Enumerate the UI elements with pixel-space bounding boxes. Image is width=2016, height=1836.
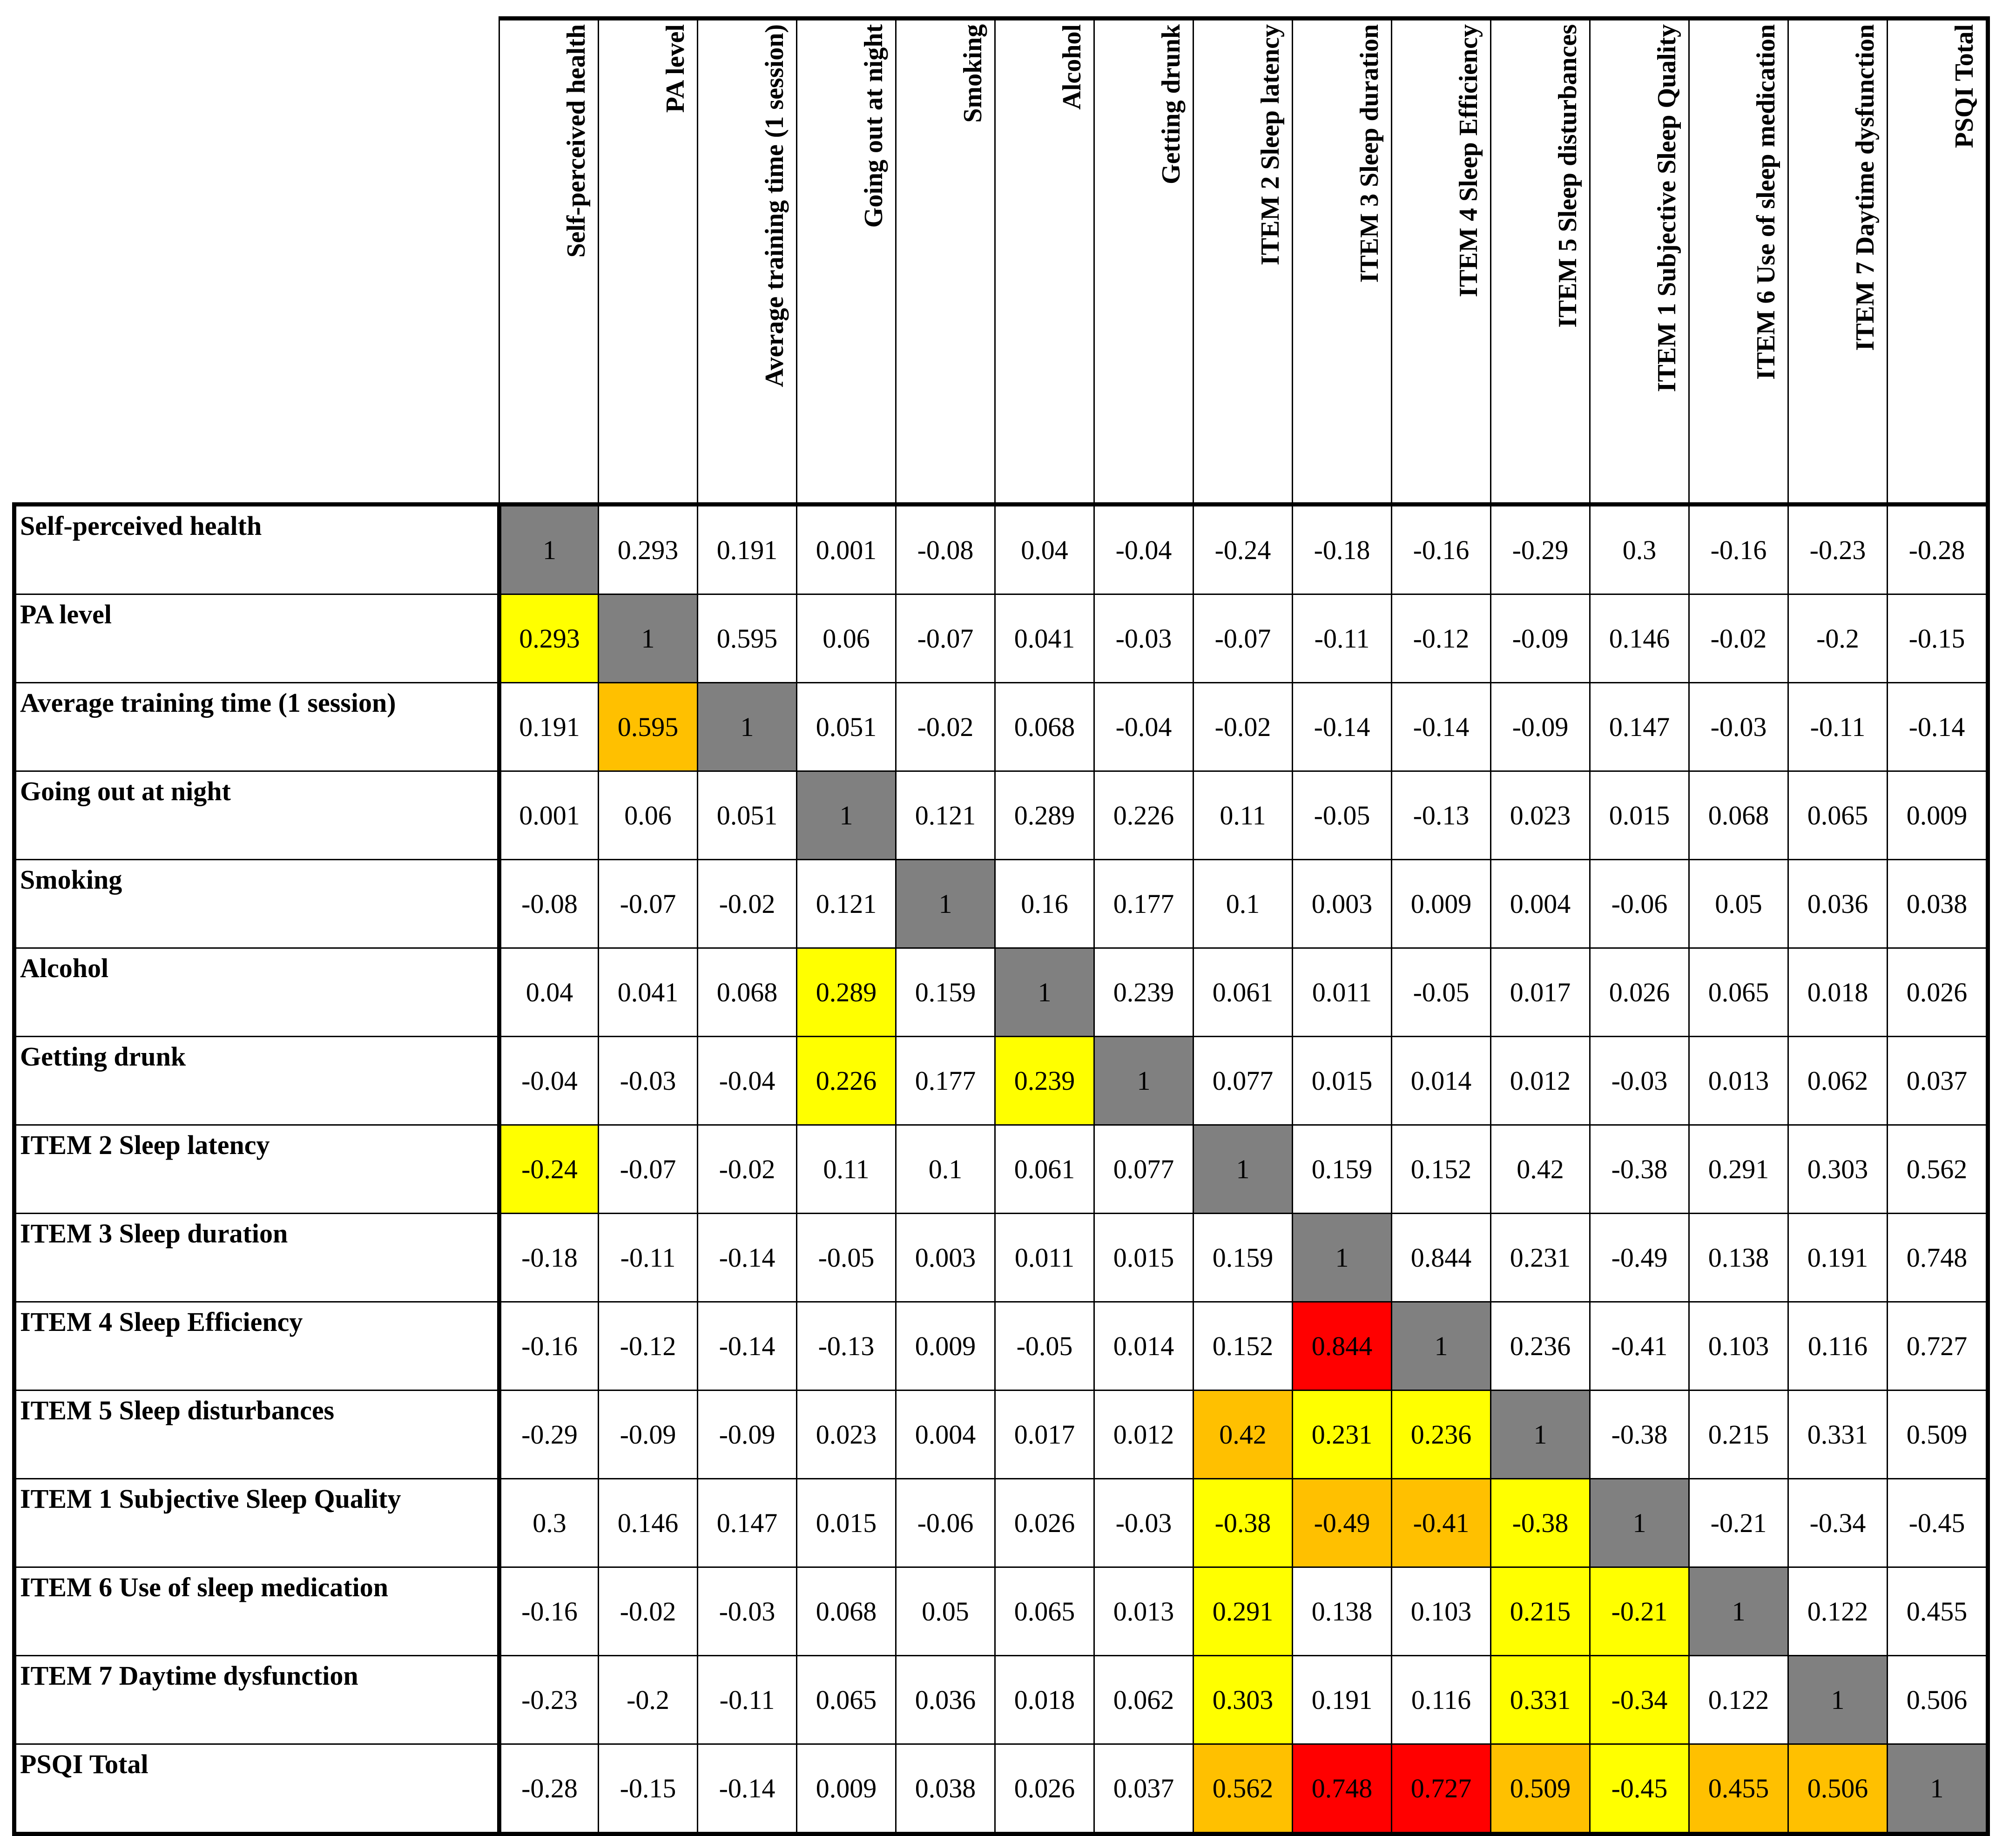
correlation-cell: -0.29 bbox=[1491, 505, 1590, 594]
table-row bbox=[14, 771, 1988, 860]
column-header-label: PSQI Total bbox=[1950, 24, 1979, 148]
correlation-cell: 0.036 bbox=[896, 1656, 995, 1744]
correlation-cell: 0.061 bbox=[1193, 948, 1293, 1037]
column-header-row bbox=[14, 19, 1988, 505]
correlation-cell: 0.009 bbox=[1888, 771, 1988, 860]
column-header-label: PA level bbox=[661, 24, 690, 113]
column-header-label: ITEM 4 Sleep Efficiency bbox=[1454, 24, 1483, 297]
correlation-cell: 0.06 bbox=[599, 771, 698, 860]
column-header-item-3-sleep-duration bbox=[1293, 19, 1392, 505]
correlation-cell: 0.103 bbox=[1689, 1302, 1788, 1390]
correlation-cell: -0.34 bbox=[1590, 1656, 1689, 1744]
correlation-cell: 0.004 bbox=[896, 1390, 995, 1479]
correlation-cell: 0.017 bbox=[1491, 948, 1590, 1037]
correlation-cell: -0.38 bbox=[1193, 1479, 1293, 1567]
correlation-cell: 0.026 bbox=[1888, 948, 1988, 1037]
correlation-cell: 0.037 bbox=[1888, 1037, 1988, 1125]
column-header-label: Alcohol bbox=[1058, 24, 1086, 110]
correlation-cell: 0.291 bbox=[1193, 1567, 1293, 1656]
table-body bbox=[14, 505, 1988, 1834]
correlation-cell: 0.152 bbox=[1392, 1125, 1491, 1214]
correlation-cell: -0.2 bbox=[1788, 594, 1888, 683]
correlation-cell: 0.05 bbox=[1689, 860, 1788, 948]
correlation-cell: -0.09 bbox=[698, 1390, 797, 1479]
correlation-cell: 0.038 bbox=[1888, 860, 1988, 948]
correlation-cell: 0.215 bbox=[1689, 1390, 1788, 1479]
correlation-cell: 0.595 bbox=[698, 594, 797, 683]
correlation-cell: 0.009 bbox=[896, 1302, 995, 1390]
correlation-cell: 0.014 bbox=[1392, 1037, 1491, 1125]
correlation-cell: -0.28 bbox=[1888, 505, 1988, 594]
column-header-label: Going out at night bbox=[859, 24, 888, 228]
correlation-cell: -0.12 bbox=[599, 1302, 698, 1390]
row-header-item-2-sleep-latency: ITEM 2 Sleep latency bbox=[14, 1125, 499, 1214]
correlation-cell: 0.239 bbox=[995, 1037, 1094, 1125]
correlation-cell: 0.331 bbox=[1788, 1390, 1888, 1479]
correlation-cell: 0.289 bbox=[995, 771, 1094, 860]
correlation-cell: 0.011 bbox=[1293, 948, 1392, 1037]
row-header-item-5-sleep-disturbances: ITEM 5 Sleep disturbances bbox=[14, 1390, 499, 1479]
correlation-cell: -0.02 bbox=[896, 683, 995, 771]
correlation-cell: 0.138 bbox=[1689, 1214, 1788, 1302]
correlation-cell: -0.45 bbox=[1888, 1479, 1988, 1567]
table-row bbox=[14, 1214, 1988, 1302]
diagonal-cell: 1 bbox=[1293, 1214, 1392, 1302]
correlation-cell: 0.291 bbox=[1689, 1125, 1788, 1214]
correlation-cell: 0.011 bbox=[995, 1214, 1094, 1302]
correlation-cell: 0.159 bbox=[1193, 1214, 1293, 1302]
correlation-cell: -0.02 bbox=[698, 860, 797, 948]
correlation-cell: 0.012 bbox=[1491, 1037, 1590, 1125]
correlation-cell: 0.191 bbox=[1788, 1214, 1888, 1302]
correlation-cell: 0.455 bbox=[1689, 1744, 1788, 1834]
correlation-cell: 0.077 bbox=[1193, 1037, 1293, 1125]
correlation-cell: -0.11 bbox=[1293, 594, 1392, 683]
correlation-cell: 0.015 bbox=[1590, 771, 1689, 860]
correlation-cell: 0.013 bbox=[1689, 1037, 1788, 1125]
correlation-cell: 0.177 bbox=[896, 1037, 995, 1125]
correlation-cell: -0.02 bbox=[599, 1567, 698, 1656]
correlation-cell: 0.236 bbox=[1491, 1302, 1590, 1390]
column-header-item-4-sleep-efficiency bbox=[1392, 19, 1491, 505]
correlation-cell: 0.226 bbox=[1094, 771, 1193, 860]
correlation-cell: 0.844 bbox=[1293, 1302, 1392, 1390]
correlation-cell: 0.147 bbox=[1590, 683, 1689, 771]
correlation-cell: -0.24 bbox=[1193, 505, 1293, 594]
correlation-cell: 0.16 bbox=[995, 860, 1094, 948]
correlation-cell: -0.02 bbox=[698, 1125, 797, 1214]
table-row bbox=[14, 1037, 1988, 1125]
correlation-cell: -0.03 bbox=[1094, 594, 1193, 683]
diagonal-cell: 1 bbox=[1590, 1479, 1689, 1567]
correlation-cell: 0.509 bbox=[1491, 1744, 1590, 1834]
correlation-cell: 0.122 bbox=[1689, 1656, 1788, 1744]
diagonal-cell: 1 bbox=[1193, 1125, 1293, 1214]
correlation-cell: 0.121 bbox=[797, 860, 896, 948]
correlation-cell: 0.003 bbox=[896, 1214, 995, 1302]
column-header-item-5-sleep-disturbances bbox=[1491, 19, 1590, 505]
correlation-cell: 0.231 bbox=[1491, 1214, 1590, 1302]
correlation-cell: 0.014 bbox=[1094, 1302, 1193, 1390]
correlation-cell: -0.21 bbox=[1590, 1567, 1689, 1656]
diagonal-cell: 1 bbox=[797, 771, 896, 860]
correlation-cell: 0.013 bbox=[1094, 1567, 1193, 1656]
correlation-cell: 0.11 bbox=[1193, 771, 1293, 860]
correlation-cell: 0.04 bbox=[995, 505, 1094, 594]
correlation-cell: 0.038 bbox=[896, 1744, 995, 1834]
correlation-cell: 0.289 bbox=[797, 948, 896, 1037]
diagonal-cell: 1 bbox=[698, 683, 797, 771]
column-header-item-2-sleep-latency bbox=[1193, 19, 1293, 505]
correlation-cell: 0.116 bbox=[1392, 1656, 1491, 1744]
correlation-cell: 0.018 bbox=[1788, 948, 1888, 1037]
correlation-cell: 0.065 bbox=[995, 1567, 1094, 1656]
column-header-psqi-total bbox=[1888, 19, 1988, 505]
correlation-cell: 0.236 bbox=[1392, 1390, 1491, 1479]
correlation-cell: 0.05 bbox=[896, 1567, 995, 1656]
correlation-cell: -0.16 bbox=[499, 1302, 599, 1390]
correlation-cell: -0.23 bbox=[1788, 505, 1888, 594]
row-header-alcohol: Alcohol bbox=[14, 948, 499, 1037]
table-row bbox=[14, 1479, 1988, 1567]
correlation-cell: 0.009 bbox=[1392, 860, 1491, 948]
correlation-cell: 0.103 bbox=[1392, 1567, 1491, 1656]
correlation-cell: 0.1 bbox=[896, 1125, 995, 1214]
table-row bbox=[14, 505, 1988, 594]
correlation-cell: -0.13 bbox=[797, 1302, 896, 1390]
correlation-cell: -0.29 bbox=[499, 1390, 599, 1479]
column-header-label: ITEM 7 Daytime dysfunction bbox=[1851, 24, 1880, 351]
row-header-item-6-use-of-sleep-medication: ITEM 6 Use of sleep medication bbox=[14, 1567, 499, 1656]
column-header-item-1-subjective-sleep-quality bbox=[1590, 19, 1689, 505]
correlation-cell: -0.04 bbox=[499, 1037, 599, 1125]
correlation-cell: 0.506 bbox=[1888, 1656, 1988, 1744]
correlation-cell: -0.03 bbox=[1689, 683, 1788, 771]
correlation-cell: 0.068 bbox=[995, 683, 1094, 771]
diagonal-cell: 1 bbox=[1689, 1567, 1788, 1656]
diagonal-cell: 1 bbox=[995, 948, 1094, 1037]
correlation-cell: 0.077 bbox=[1094, 1125, 1193, 1214]
correlation-cell: 0.159 bbox=[1293, 1125, 1392, 1214]
correlation-cell: 0.026 bbox=[1590, 948, 1689, 1037]
diagonal-cell: 1 bbox=[896, 860, 995, 948]
column-header-item-6-use-of-sleep-medication bbox=[1689, 19, 1788, 505]
correlation-cell: -0.14 bbox=[1293, 683, 1392, 771]
row-header-self-perceived-health: Self-perceived health bbox=[14, 505, 499, 594]
correlation-cell: 0.844 bbox=[1392, 1214, 1491, 1302]
correlation-cell: 0.506 bbox=[1788, 1744, 1888, 1834]
column-header-label: ITEM 6 Use of sleep medication bbox=[1752, 24, 1780, 380]
correlation-cell: 0.159 bbox=[896, 948, 995, 1037]
correlation-cell: 0.562 bbox=[1193, 1744, 1293, 1834]
correlation-cell: -0.23 bbox=[499, 1656, 599, 1744]
correlation-cell: 0.1 bbox=[1193, 860, 1293, 948]
correlation-cell: 0.06 bbox=[797, 594, 896, 683]
row-header-psqi-total: PSQI Total bbox=[14, 1744, 499, 1834]
correlation-cell: 0.004 bbox=[1491, 860, 1590, 948]
table-row bbox=[14, 683, 1988, 771]
correlation-cell: -0.06 bbox=[896, 1479, 995, 1567]
correlation-cell: -0.04 bbox=[698, 1037, 797, 1125]
correlation-cell: 0.037 bbox=[1094, 1744, 1193, 1834]
column-header-label: ITEM 2 Sleep latency bbox=[1256, 24, 1285, 265]
correlation-cell: 0.455 bbox=[1888, 1567, 1988, 1656]
correlation-cell: -0.07 bbox=[896, 594, 995, 683]
correlation-cell: -0.05 bbox=[797, 1214, 896, 1302]
row-header-item-3-sleep-duration: ITEM 3 Sleep duration bbox=[14, 1214, 499, 1302]
correlation-cell: 0.293 bbox=[499, 594, 599, 683]
correlation-cell: -0.12 bbox=[1392, 594, 1491, 683]
correlation-cell: -0.15 bbox=[1888, 594, 1988, 683]
table-row bbox=[14, 1567, 1988, 1656]
correlation-cell: 0.3 bbox=[499, 1479, 599, 1567]
correlation-cell: -0.49 bbox=[1293, 1479, 1392, 1567]
column-header-label: ITEM 3 Sleep duration bbox=[1355, 24, 1384, 283]
correlation-cell: -0.07 bbox=[1193, 594, 1293, 683]
correlation-cell: -0.05 bbox=[1392, 948, 1491, 1037]
correlation-cell: 0.026 bbox=[995, 1744, 1094, 1834]
correlation-cell: -0.14 bbox=[1888, 683, 1988, 771]
table-row bbox=[14, 860, 1988, 948]
correlation-cell: 0.146 bbox=[599, 1479, 698, 1567]
diagonal-cell: 1 bbox=[599, 594, 698, 683]
table-row bbox=[14, 594, 1988, 683]
correlation-cell: -0.05 bbox=[995, 1302, 1094, 1390]
diagonal-cell: 1 bbox=[1888, 1744, 1988, 1834]
correlation-cell: 0.061 bbox=[995, 1125, 1094, 1214]
correlation-cell: 0.068 bbox=[1689, 771, 1788, 860]
correlation-cell: -0.09 bbox=[1491, 683, 1590, 771]
correlation-cell: -0.16 bbox=[499, 1567, 599, 1656]
correlation-cell: -0.18 bbox=[499, 1214, 599, 1302]
correlation-cell: 0.116 bbox=[1788, 1302, 1888, 1390]
correlation-cell: 0.068 bbox=[698, 948, 797, 1037]
correlation-cell: 0.331 bbox=[1491, 1656, 1590, 1744]
table-row bbox=[14, 1302, 1988, 1390]
correlation-cell: 0.122 bbox=[1788, 1567, 1888, 1656]
correlation-cell: 0.121 bbox=[896, 771, 995, 860]
correlation-cell: -0.15 bbox=[599, 1744, 698, 1834]
correlation-cell: 0.015 bbox=[1094, 1214, 1193, 1302]
correlation-cell: -0.04 bbox=[1094, 505, 1193, 594]
correlation-cell: 0.239 bbox=[1094, 948, 1193, 1037]
correlation-cell: -0.13 bbox=[1392, 771, 1491, 860]
correlation-cell: -0.18 bbox=[1293, 505, 1392, 594]
correlation-cell: -0.06 bbox=[1590, 860, 1689, 948]
correlation-cell: -0.38 bbox=[1590, 1125, 1689, 1214]
correlation-cell: -0.49 bbox=[1590, 1214, 1689, 1302]
correlation-cell: 0.001 bbox=[499, 771, 599, 860]
correlation-cell: 0.068 bbox=[797, 1567, 896, 1656]
row-header-going-out-at-night: Going out at night bbox=[14, 771, 499, 860]
correlation-cell: -0.09 bbox=[599, 1390, 698, 1479]
correlation-cell: -0.16 bbox=[1689, 505, 1788, 594]
correlation-cell: -0.11 bbox=[698, 1656, 797, 1744]
correlation-cell: 0.018 bbox=[995, 1656, 1094, 1744]
correlation-cell: 0.062 bbox=[1788, 1037, 1888, 1125]
row-header-item-1-subjective-sleep-quality: ITEM 1 Subjective Sleep Quality bbox=[14, 1479, 499, 1567]
table-row bbox=[14, 1744, 1988, 1834]
correlation-cell: 0.727 bbox=[1392, 1744, 1491, 1834]
diagonal-cell: 1 bbox=[499, 505, 599, 594]
column-header-label: Smoking bbox=[958, 24, 987, 123]
column-header-average-training-time-1-session bbox=[698, 19, 797, 505]
correlation-cell: 0.017 bbox=[995, 1390, 1094, 1479]
correlation-cell: 0.065 bbox=[797, 1656, 896, 1744]
correlation-cell: -0.45 bbox=[1590, 1744, 1689, 1834]
correlation-cell: 0.191 bbox=[698, 505, 797, 594]
correlation-cell: 0.051 bbox=[797, 683, 896, 771]
table-row bbox=[14, 948, 1988, 1037]
table-row bbox=[14, 1390, 1988, 1479]
correlation-cell: -0.07 bbox=[599, 860, 698, 948]
row-header-getting-drunk: Getting drunk bbox=[14, 1037, 499, 1125]
column-header-going-out-at-night bbox=[797, 19, 896, 505]
correlation-cell: 0.001 bbox=[797, 505, 896, 594]
correlation-cell: 0.012 bbox=[1094, 1390, 1193, 1479]
correlation-cell: 0.041 bbox=[995, 594, 1094, 683]
correlation-cell: -0.41 bbox=[1392, 1479, 1491, 1567]
correlation-cell: 0.009 bbox=[797, 1744, 896, 1834]
correlation-cell: 0.147 bbox=[698, 1479, 797, 1567]
column-header-label: ITEM 5 Sleep disturbances bbox=[1553, 24, 1582, 328]
correlation-cell: -0.03 bbox=[1590, 1037, 1689, 1125]
correlation-cell: -0.24 bbox=[499, 1125, 599, 1214]
correlation-cell: -0.2 bbox=[599, 1656, 698, 1744]
correlation-cell: 0.051 bbox=[698, 771, 797, 860]
correlation-cell: 0.595 bbox=[599, 683, 698, 771]
correlation-cell: 0.303 bbox=[1193, 1656, 1293, 1744]
correlation-cell: 0.748 bbox=[1888, 1214, 1988, 1302]
correlation-cell: 0.036 bbox=[1788, 860, 1888, 948]
correlation-cell: -0.11 bbox=[599, 1214, 698, 1302]
correlation-cell: 0.231 bbox=[1293, 1390, 1392, 1479]
correlation-cell: 0.191 bbox=[499, 683, 599, 771]
correlation-cell: -0.02 bbox=[1193, 683, 1293, 771]
column-header-label: Self-perceived health bbox=[562, 24, 591, 258]
column-header-label: Average training time (1 session) bbox=[760, 24, 789, 387]
correlation-cell: 0.003 bbox=[1293, 860, 1392, 948]
correlation-cell: -0.34 bbox=[1788, 1479, 1888, 1567]
correlation-cell: 0.04 bbox=[499, 948, 599, 1037]
correlation-cell: -0.41 bbox=[1590, 1302, 1689, 1390]
column-header-alcohol bbox=[995, 19, 1094, 505]
correlation-cell: 0.748 bbox=[1293, 1744, 1392, 1834]
column-header-getting-drunk bbox=[1094, 19, 1193, 505]
correlation-cell: -0.38 bbox=[1590, 1390, 1689, 1479]
row-header-average-training-time-1-session: Average training time (1 session) bbox=[14, 683, 499, 771]
correlation-cell: 0.065 bbox=[1788, 771, 1888, 860]
correlation-cell: 0.015 bbox=[797, 1479, 896, 1567]
correlation-cell: -0.03 bbox=[698, 1567, 797, 1656]
correlation-cell: 0.562 bbox=[1888, 1125, 1988, 1214]
correlation-cell: 0.026 bbox=[995, 1479, 1094, 1567]
correlation-cell: 0.3 bbox=[1590, 505, 1689, 594]
correlation-cell: -0.08 bbox=[896, 505, 995, 594]
correlation-cell: 0.509 bbox=[1888, 1390, 1988, 1479]
correlation-cell: -0.09 bbox=[1491, 594, 1590, 683]
correlation-cell: -0.28 bbox=[499, 1744, 599, 1834]
table-row bbox=[14, 1125, 1988, 1214]
diagonal-cell: 1 bbox=[1788, 1656, 1888, 1744]
correlation-cell: 0.226 bbox=[797, 1037, 896, 1125]
correlation-cell: -0.07 bbox=[599, 1125, 698, 1214]
diagonal-cell: 1 bbox=[1392, 1302, 1491, 1390]
correlation-cell: 0.065 bbox=[1689, 948, 1788, 1037]
correlation-cell: 0.152 bbox=[1193, 1302, 1293, 1390]
correlation-cell: 0.138 bbox=[1293, 1567, 1392, 1656]
correlation-cell: 0.023 bbox=[1491, 771, 1590, 860]
correlation-cell: -0.14 bbox=[698, 1302, 797, 1390]
correlation-matrix-table bbox=[12, 16, 1990, 1836]
correlation-cell: 0.146 bbox=[1590, 594, 1689, 683]
column-header-label: Getting drunk bbox=[1157, 24, 1186, 184]
correlation-cell: 0.293 bbox=[599, 505, 698, 594]
correlation-cell: 0.215 bbox=[1491, 1567, 1590, 1656]
correlation-cell: -0.03 bbox=[599, 1037, 698, 1125]
row-header-pa-level: PA level bbox=[14, 594, 499, 683]
column-header-smoking bbox=[896, 19, 995, 505]
row-header-item-7-daytime-dysfunction: ITEM 7 Daytime dysfunction bbox=[14, 1656, 499, 1744]
correlation-cell: -0.04 bbox=[1094, 683, 1193, 771]
correlation-cell: -0.05 bbox=[1293, 771, 1392, 860]
correlation-cell: 0.191 bbox=[1293, 1656, 1392, 1744]
correlation-cell: -0.14 bbox=[698, 1214, 797, 1302]
diagonal-cell: 1 bbox=[1491, 1390, 1590, 1479]
diagonal-cell: 1 bbox=[1094, 1037, 1193, 1125]
correlation-cell: -0.02 bbox=[1689, 594, 1788, 683]
correlation-cell: 0.041 bbox=[599, 948, 698, 1037]
correlation-cell: -0.14 bbox=[698, 1744, 797, 1834]
table-row bbox=[14, 1656, 1988, 1744]
correlation-cell: -0.16 bbox=[1392, 505, 1491, 594]
column-header-label: ITEM 1 Subjective Sleep Quality bbox=[1652, 24, 1681, 392]
row-header-item-4-sleep-efficiency: ITEM 4 Sleep Efficiency bbox=[14, 1302, 499, 1390]
correlation-cell: 0.303 bbox=[1788, 1125, 1888, 1214]
correlation-cell: 0.023 bbox=[797, 1390, 896, 1479]
correlation-cell: -0.08 bbox=[499, 860, 599, 948]
header-corner-cell bbox=[14, 19, 499, 505]
correlation-cell: 0.062 bbox=[1094, 1656, 1193, 1744]
correlation-cell: 0.727 bbox=[1888, 1302, 1988, 1390]
column-header-self-perceived-health bbox=[499, 19, 599, 505]
correlation-cell: -0.38 bbox=[1491, 1479, 1590, 1567]
correlation-cell: -0.03 bbox=[1094, 1479, 1193, 1567]
correlation-cell: 0.015 bbox=[1293, 1037, 1392, 1125]
correlation-cell: 0.42 bbox=[1193, 1390, 1293, 1479]
column-header-item-7-daytime-dysfunction bbox=[1788, 19, 1888, 505]
correlation-cell: 0.177 bbox=[1094, 860, 1193, 948]
correlation-cell: 0.42 bbox=[1491, 1125, 1590, 1214]
correlation-cell: -0.11 bbox=[1788, 683, 1888, 771]
correlation-cell: 0.11 bbox=[797, 1125, 896, 1214]
column-header-pa-level bbox=[599, 19, 698, 505]
correlation-cell: -0.14 bbox=[1392, 683, 1491, 771]
row-header-smoking: Smoking bbox=[14, 860, 499, 948]
correlation-cell: -0.21 bbox=[1689, 1479, 1788, 1567]
